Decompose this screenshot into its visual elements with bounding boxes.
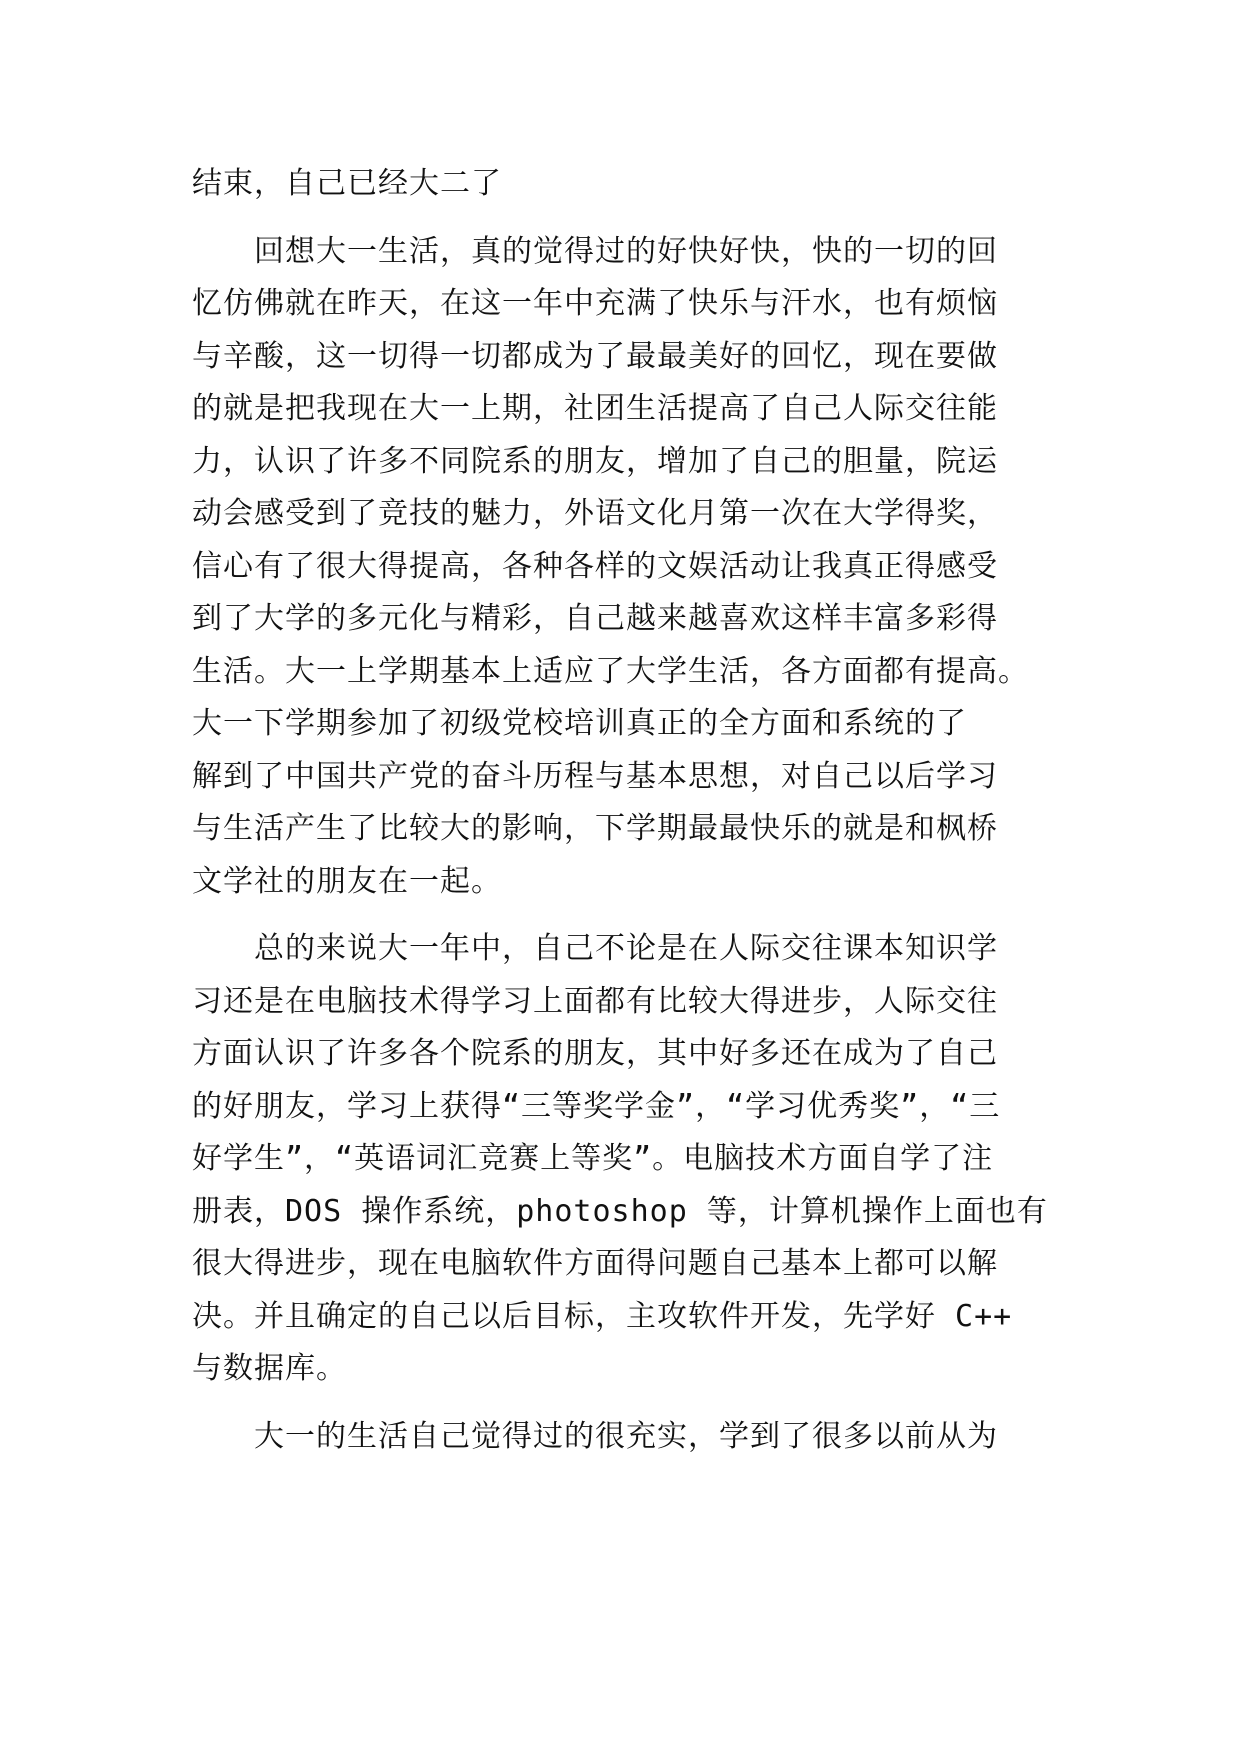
paragraph-gap — [192, 1396, 1072, 1411]
paragraph — [192, 158, 1072, 211]
text-line: 好学生”，“英语词汇竞赛上等奖”。电脑技术方面自学了注 — [192, 1141, 994, 1176]
text-line: 习还是在电脑技术得学习上面都有比较大得进步，人际交往 — [192, 983, 998, 1019]
text-line: 文学社的朋友在一起。 — [192, 863, 502, 899]
text-line: 方面认识了许多各个院系的朋友，其中好多还在成为了自己 — [192, 1036, 998, 1071]
text-line: 信心有了很大得提高，各种各样的文娱活动让我真正得感受 — [192, 548, 998, 584]
text-line: 的好朋友，学习上获得“三等奖学金”，“学习优秀奖”，“三 — [192, 1088, 1001, 1124]
text-line: 大一的生活自己觉得过的很充实，学到了很多以前从为 — [254, 1418, 998, 1454]
text-line: 到了大学的多元化与精彩，自己越来越喜欢这样丰富多彩得 — [192, 601, 998, 636]
text-line: 力，认识了许多不同院系的朋友，增加了自己的胆量，院运 — [192, 443, 998, 479]
text-line: 忆仿佛就在昨天，在这一年中充满了快乐与汗水，也有烦恼 — [192, 286, 998, 321]
text-line: 动会感受到了竞技的魅力，外语文化月第一次在大学得奖， — [192, 496, 998, 531]
paragraph-gap — [192, 908, 1072, 923]
text-line: 的就是把我现在大一上期，社团生活提高了自己人际交往能 — [192, 391, 998, 426]
text-line: 与数据库。 — [192, 1351, 347, 1386]
text-line: 册表，DOS 操作系统，photoshop 等，计算机操作上面也有 — [192, 1193, 1048, 1229]
paragraph — [192, 226, 1072, 909]
text-line: 很大得进步，现在电脑软件方面得问题自己基本上都可以解 — [192, 1246, 998, 1281]
text-line: 大一下学期参加了初级党校培训真正的全方面和系统的了 — [192, 706, 967, 741]
text-line: 解到了中国共产党的奋斗历程与基本思想，对自己以后学习 — [192, 758, 998, 794]
text-line: 生活。大一上学期基本上适应了大学生活，各方面都有提高。 — [192, 653, 1029, 689]
text-line: 总的来说大一年中，自己不论是在人际交往课本知识学 — [254, 931, 998, 966]
text-line: 回想大一生活，真的觉得过的好快好快，快的一切的回 — [254, 233, 998, 269]
text-line: 与辛酸，这一切得一切都成为了最最美好的回忆，现在要做 — [192, 338, 998, 374]
paragraph — [192, 923, 1072, 1396]
text-line: 决。并且确定的自己以后目标，主攻软件开发，先学好 C++ — [192, 1298, 1013, 1334]
paragraph-gap — [192, 211, 1072, 226]
paragraph — [192, 1411, 1072, 1464]
text-line: 与生活产生了比较大的影响，下学期最最快乐的就是和枫桥 — [192, 811, 998, 846]
text-line: 结束，自己已经大二了 — [192, 166, 502, 201]
document-body — [192, 158, 1072, 1463]
